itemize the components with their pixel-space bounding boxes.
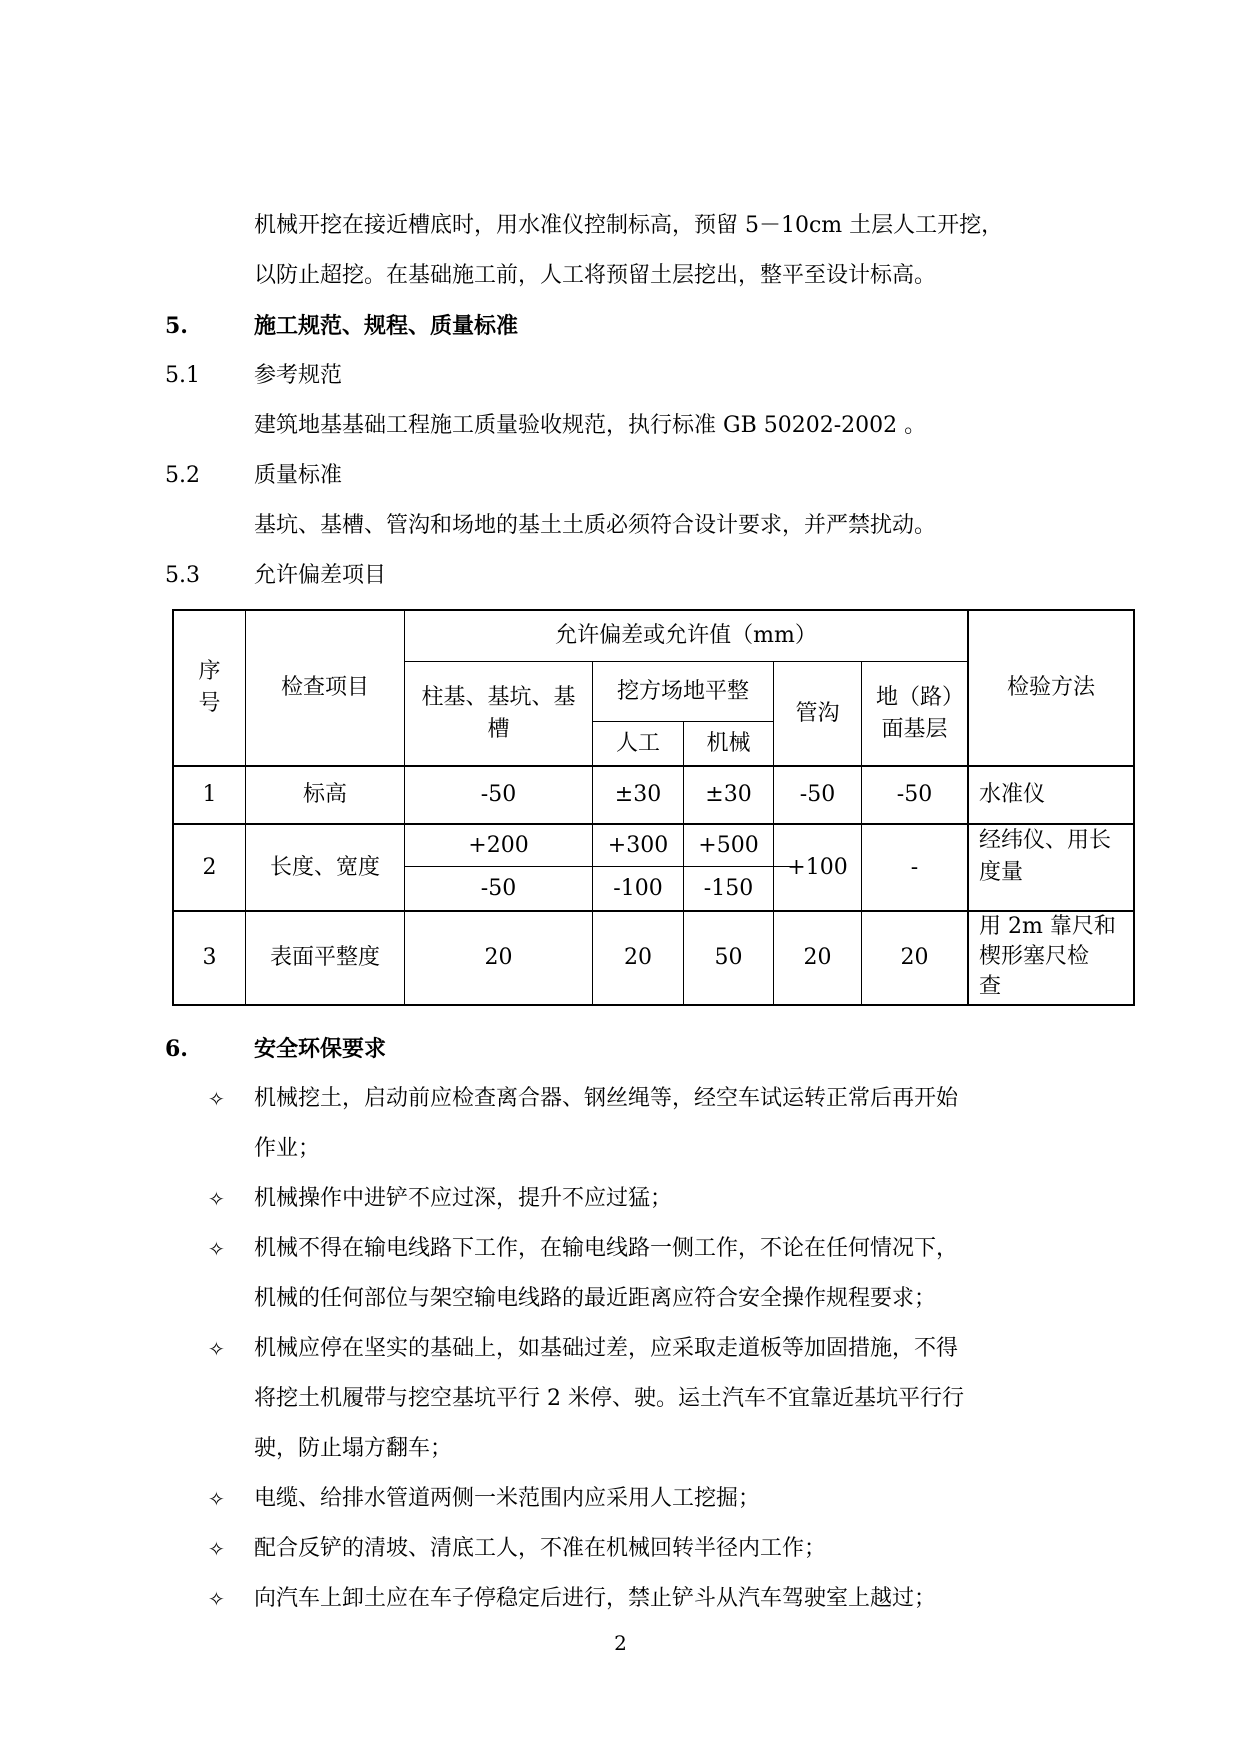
bullet-icon: ✧ <box>208 1487 225 1511</box>
section-5-3-title: 允许偏差项目 <box>254 563 387 588</box>
section-6-number: 6. <box>165 1036 188 1062</box>
row-1-machine: ±30 <box>705 782 752 807</box>
row-3-ground: 20 <box>900 945 929 970</box>
bullet-icon: ✧ <box>208 1337 225 1361</box>
bullet-1-line-1: 机械挖土，启动前应检查离合器、钢丝绳等，经空车试运转正常后再开始 <box>254 1086 959 1111</box>
header-manual: 人工 <box>615 730 660 756</box>
row-1-pit: -50 <box>480 782 517 807</box>
header-field: 挖方场地平整 <box>616 678 749 704</box>
row-1-ground: -50 <box>896 782 933 807</box>
row-2-method <box>969 825 1133 910</box>
bullet-4-line-2: 将挖土机履带与挖空基坑平行 2 米停、驶。运土汽车不宜靠近基坑平行行 <box>254 1386 964 1411</box>
section-5-3-number: 5.3 <box>165 563 200 588</box>
row-3-method-line-3: 查 <box>979 974 1002 999</box>
row-2-ground: - <box>910 854 919 880</box>
row-2-method-line-1: 经纬仪、用长 <box>979 828 1112 853</box>
header-trench: 管沟 <box>795 700 840 726</box>
header-seq: 序号 <box>198 659 221 716</box>
intro-line-1: 机械开挖在接近槽底时，用水准仪控制标高，预留 5－10cm 土层人工开挖， <box>254 213 1004 238</box>
section-5-1-number: 5.1 <box>165 363 200 388</box>
row-1-manual: ±30 <box>614 782 662 807</box>
bullet-icon: ✧ <box>208 1587 225 1611</box>
row-3-seq: 3 <box>202 945 217 970</box>
section-5-2-title: 质量标准 <box>254 463 343 488</box>
header-allowance: 允许偏差或允许值（mm） <box>555 623 817 648</box>
bullet-icon: ✧ <box>208 1537 225 1561</box>
row-1-item: 标高 <box>302 782 347 807</box>
row-3-method-line-2: 楔形塞尺检 <box>979 944 1090 969</box>
bullet-6-line-1: 配合反铲的清坡、清底工人，不准在机械回转半径内工作； <box>254 1536 827 1561</box>
bullet-3-line-1: 机械不得在输电线路下工作，在输电线路一侧工作，不论在任何情况下， <box>254 1236 959 1261</box>
row-2-machine-upper: +500 <box>698 832 759 858</box>
intro-line-2: 以防止超挖。在基础施工前，人工将预留土层挖出，整平至设计标高。 <box>254 263 937 288</box>
header-item: 检查项目 <box>280 675 369 700</box>
row-3-method <box>969 912 1133 1004</box>
section-5-2-number: 5.2 <box>165 463 200 488</box>
row-3-manual: 20 <box>624 945 652 970</box>
row-2-seq: 2 <box>202 854 217 880</box>
allowance-table <box>172 609 1135 1006</box>
bullet-2-line-1: 机械操作中进铲不应过深，提升不应过猛； <box>254 1186 673 1211</box>
bullet-icon: ✧ <box>208 1237 225 1261</box>
header-pit: 柱基、基坑、基槽 <box>421 684 576 742</box>
row-3-item: 表面平整度 <box>269 945 380 970</box>
section-5-1-title: 参考规范 <box>254 363 343 388</box>
bullet-icon: ✧ <box>208 1087 225 1111</box>
bullet-5-line-1: 电缆、给排水管道两侧一米范围内应采用人工挖掘； <box>254 1486 761 1511</box>
header-machine: 机械 <box>706 730 751 756</box>
row-2-machine-lower: -150 <box>703 875 754 901</box>
section-5-title: 施工规范、规程、质量标准 <box>254 313 519 339</box>
section-5-1-text: 建筑地基基础工程施工质量验收规范，执行标准 GB 50202-2002 。 <box>254 413 927 438</box>
bullet-4-line-1: 机械应停在坚实的基础上，如基础过差，应采取走道板等加固措施，不得 <box>254 1336 959 1361</box>
bullet-7-line-1: 向汽车上卸土应在车子停稳定后进行，禁止铲斗从汽车驾驶室上越过； <box>254 1586 937 1611</box>
row-3-pit: 20 <box>484 945 513 970</box>
row-3-machine: 50 <box>714 945 743 970</box>
row-1-seq: 1 <box>202 782 217 807</box>
header-method: 检验方法 <box>1006 675 1095 700</box>
bullet-icon: ✧ <box>208 1187 225 1211</box>
section-5-number: 5. <box>165 313 188 339</box>
row-2-item: 长度、宽度 <box>269 854 380 880</box>
bullet-1-line-2: 作业； <box>254 1136 321 1161</box>
bullet-3-line-2: 机械的任何部位与架空输电线路的最近距离应符合安全操作规程要求； <box>254 1286 937 1311</box>
row-2-trench: +100 <box>787 854 848 880</box>
page-number: 2 <box>614 1631 627 1655</box>
section-6-title: 安全环保要求 <box>254 1036 387 1062</box>
row-1-trench: -50 <box>799 782 836 807</box>
row-1-method: 水准仪 <box>979 782 1046 807</box>
section-5-2-text: 基坑、基槽、管沟和场地的基土土质必须符合设计要求，并严禁扰动。 <box>254 513 937 538</box>
row-2-pit-upper: +200 <box>468 832 529 858</box>
row-3-method-line-1: 用 2m 靠尺和 <box>979 914 1116 939</box>
row-2-manual-upper: +300 <box>607 832 669 858</box>
row-2-method-line-2: 度量 <box>979 860 1024 885</box>
row-2-manual-lower: -100 <box>613 875 663 901</box>
bullet-4-line-3: 驶，防止塌方翻车； <box>254 1436 453 1461</box>
row-3-trench: 20 <box>803 945 832 970</box>
row-2-pit-lower: -50 <box>480 875 517 901</box>
header-ground: 地（路）面基层 <box>875 684 953 742</box>
